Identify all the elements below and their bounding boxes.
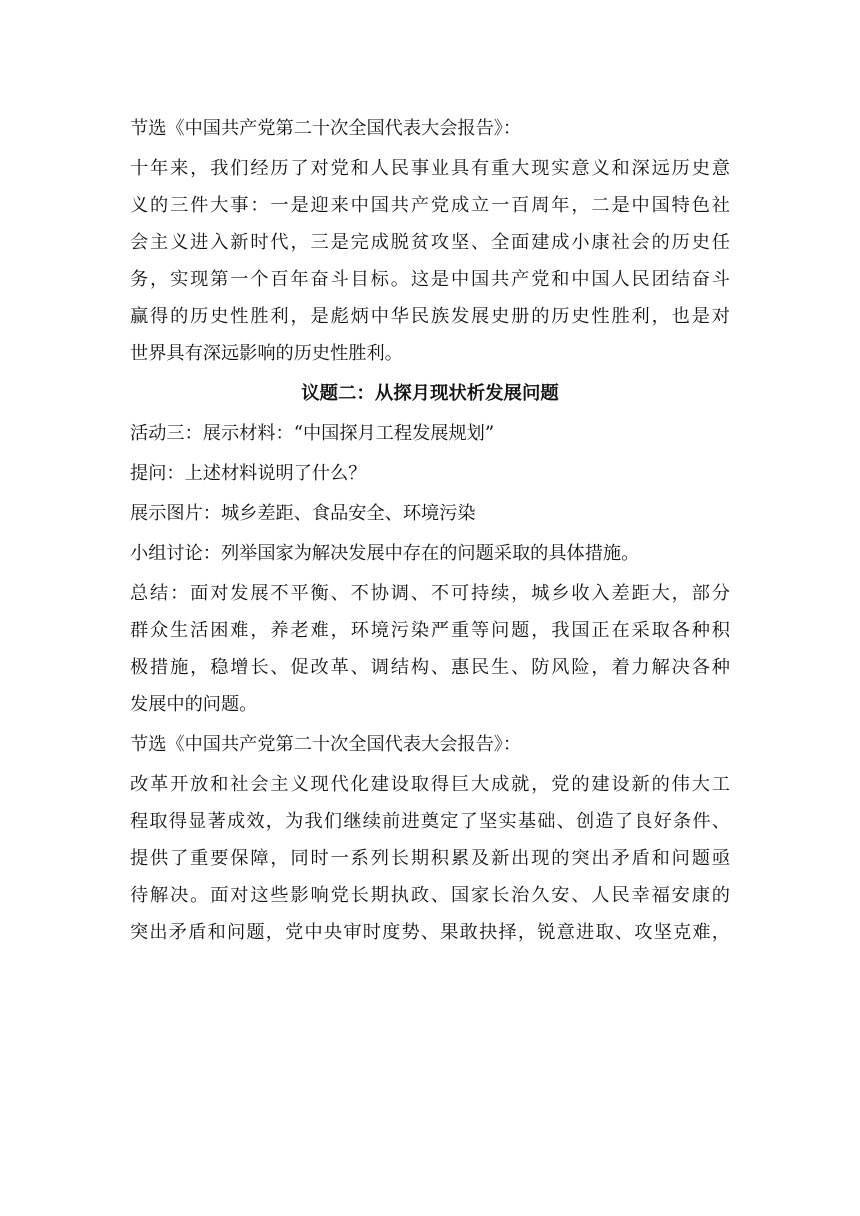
section-heading: 议题二：从探月现状析发展问题 bbox=[301, 383, 559, 404]
text-line: 极措施，稳增长、促改革、调结构、惠民生、防风险，着力解决各种 bbox=[130, 657, 730, 678]
paragraph-excerpt-title-1 bbox=[130, 110, 730, 147]
text-line: 会主义进入新时代，三是完成脱贫攻坚、全面建成小康社会的历史任 bbox=[130, 232, 730, 253]
text-line: 务，实现第一个百年奋斗目标。这是中国共产党和中国人民团结奋斗 bbox=[130, 269, 730, 290]
text-line: 突出矛盾和问题，党中央审时度势、果敢抉择，锐意进取、攻坚克难， bbox=[130, 922, 730, 943]
paragraph-group-discussion bbox=[130, 535, 730, 572]
text-line: 群众生活困难，养老难，环境污染严重等问题，我国正在采取各种积 bbox=[130, 620, 730, 641]
text-line: 提问：上述材料说明了什么？ bbox=[130, 463, 367, 484]
text-line: 展示图片：城乡差距、食品安全、环境污染 bbox=[130, 503, 476, 524]
text-line: 节选《中国共产党第二十次全国代表大会报告》： bbox=[130, 734, 522, 755]
text-line: 活动三：展示材料：“中国探月工程发展规划” bbox=[130, 423, 495, 444]
paragraph-show-pictures bbox=[130, 495, 730, 532]
text-line: 待解决。面对这些影响党长期执政、国家长治久安、人民幸福安康的 bbox=[130, 885, 730, 906]
text-line: 小组讨论：列举国家为解决发展中存在的问题采取的具体措施。 bbox=[130, 543, 640, 564]
paragraph-excerpt-body-2 bbox=[130, 766, 730, 951]
text-line: 十年来，我们经历了对党和人民事业具有重大现实意义和深远历史意 bbox=[130, 158, 730, 179]
text-line: 赢得的历史性胜利，是彪炳中华民族发展史册的历史性胜利，也是对 bbox=[130, 306, 730, 327]
paragraph-summary bbox=[130, 575, 730, 723]
paragraph-excerpt-title-2 bbox=[130, 726, 730, 763]
paragraph-excerpt-body-1 bbox=[130, 150, 730, 372]
text-line: 世界具有深远影响的历史性胜利。 bbox=[130, 343, 403, 364]
document-body bbox=[130, 110, 730, 951]
text-line: 义的三件大事：一是迎来中国共产党成立一百周年，二是中国特色社 bbox=[130, 195, 730, 216]
text-line: 发展中的问题。 bbox=[130, 694, 258, 715]
paragraph-activity bbox=[130, 415, 730, 452]
text-line: 程取得显著成效，为我们继续前进奠定了坚实基础、创造了良好条件、 bbox=[130, 811, 730, 832]
text-line: 总结：面对发展不平衡、不协调、不可持续，城乡收入差距大，部分 bbox=[130, 583, 730, 604]
text-line: 节选《中国共产党第二十次全国代表大会报告》： bbox=[130, 118, 522, 139]
paragraph-question bbox=[130, 455, 730, 492]
text-line: 改革开放和社会主义现代化建设取得巨大成就，党的建设新的伟大工 bbox=[130, 774, 730, 795]
text-line: 提供了重要保障，同时一系列长期积累及新出现的突出矛盾和问题亟 bbox=[130, 848, 730, 869]
